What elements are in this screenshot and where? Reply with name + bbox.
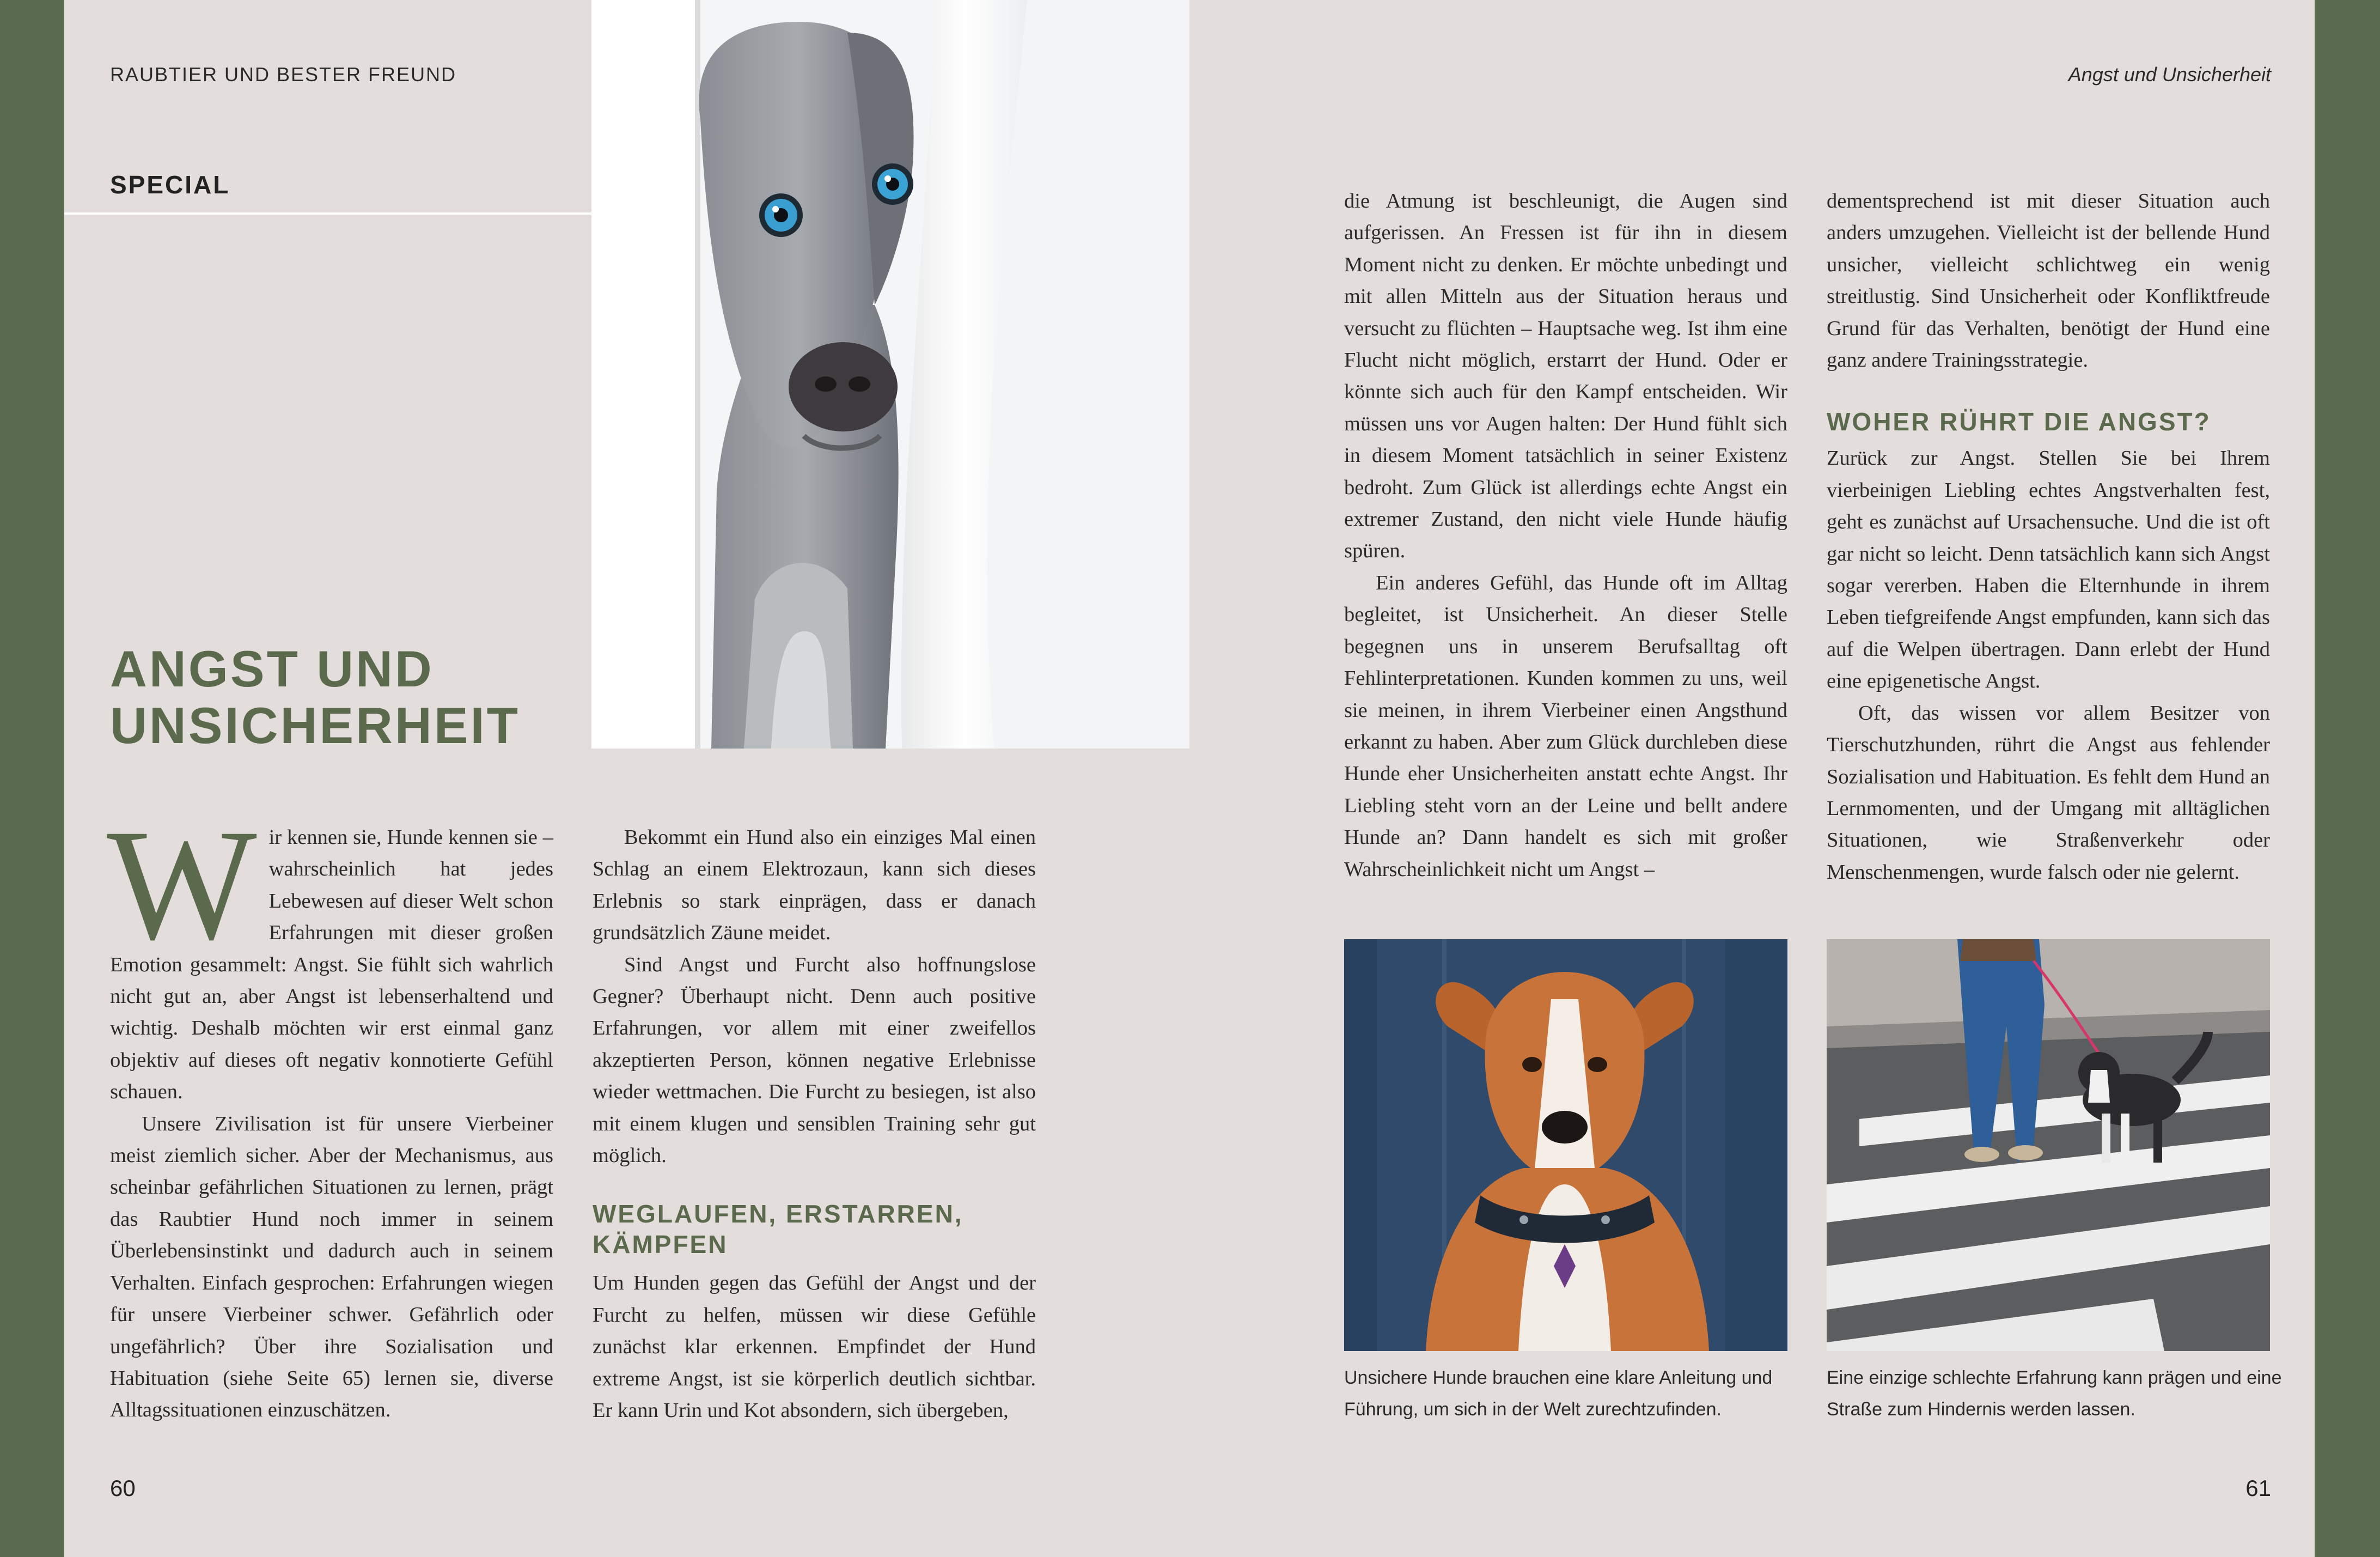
running-header-left: RAUBTIER UND BESTER FREUND [110, 63, 457, 86]
special-rule [64, 212, 591, 215]
paragraph: Unsere Zivilisation ist für unsere Vierbeiner meist ziemlich sicher. Aber der Mechanismus, aus scheinbar gefährlichen Situationen zu lernen, prägt das Raubtier Hund noch immer in seinem Überlebensinstinkt und dadurch auch in seinem Verhalten. Einfach gesprochen: Erfahrungen wiegen für unsere Vierbeiner schwer. Gefährlich oder ungefährlich? Über ihre Sozialisation und Habituation (siehe Seite 65) lernen sie, diverse Alltagssituationen einzuschätzen. [110, 1112, 553, 1422]
paragraph: Bekommt ein Hund also ein einziges Mal einen Schlag an einem Elektrozaun, kann sich dieses Erlebnis so stark einprägen, dass er danach grundsätzlich Zäune meidet. [593, 826, 1036, 945]
running-header-right: Angst und Unsicherheit [2068, 63, 2271, 86]
photo-podenco-dog [1344, 939, 1787, 1351]
photo-weimaraner-puppy [591, 0, 1189, 749]
paragraph: Sind Angst und Furcht also hoffnungslose Gegner? Überhaupt nicht. Denn auch positive Erfahrungen, vor allem mit einer zweifellos akzeptierten Person, können negative Erlebnisse wieder wettmachen. Die Furcht zu besiegen, ist also mit einem klugen und sensiblen Training sehr gut möglich. [593, 953, 1036, 1167]
subheading-weglaufen: WEGLAUFEN, ERSTARREN, KÄMPFEN [593, 1200, 963, 1259]
paragraph: Ein anderes Gefühl, das Hunde oft im Alltag begleitet, ist Unsicherheit. An dieser Stelle begegnen uns in unserem Berufsalltag oft Fehlinterpretationen. Kunden kommen zu uns, weil sie meinen, in ihrem Vierbeiner einen Angsthund erkannt zu haben. Aber zum Glück durchleben diese Hunde eher Unsicherheiten anstatt echte Angst. Ihr Liebling steht vorn an der Leine und bellt andere Hunde an? Dann handelt es sich mit großer Wahrscheinlichkeit nicht um Angst – [1344, 571, 1787, 881]
crosswalk-illustration [1827, 939, 2270, 1351]
caption-left: Unsichere Hunde brauchen eine klare Anleitung und Führung, um sich in der Welt zurechtzufinden. [1344, 1367, 1773, 1420]
paragraph: die Atmung ist beschleunigt, die Augen sind aufgerissen. An Fressen ist für ihn in diesem Moment nicht zu denken. Er möchte unbedingt und mit allen Mitteln aus der Situation heraus und versucht zu flüchten – Hauptsache weg. Ist ihm eine Flucht nicht möglich, erstarrt der Hund. Oder er könnte sich auch für den Kampf entscheiden. Wir müssen uns vor Augen halten: Der Hund fühlt sich in diesem Moment tatsächlich in seiner Existenz bedroht. Zum Glück ist allerdings echte Angst ein extremer Zustand, den nicht viele Hunde häufig spüren. [1344, 190, 1787, 563]
page-number-left: 60 [110, 1475, 136, 1501]
special-label: SPECIAL [110, 171, 230, 199]
caption-right: Eine einzige schlechte Erfahrung kann prägen und eine Straße zum Hindernis werden lassen. [1827, 1367, 2282, 1420]
title-line-1: ANGST UND [110, 640, 434, 697]
title-line-2: UNSICHERHEIT [110, 697, 521, 754]
text-column-3 [1344, 185, 1787, 885]
weimaraner-illustration [591, 0, 1189, 749]
text-column-4 [1827, 185, 2270, 888]
paragraph: Um Hunden gegen das Gefühl der Angst und der Furcht zu helfen, müssen wir diese Gefühle zunächst klar erkennen. Empfindet der Hund extreme Angst, ist sie körperlich deutlich sichtbar. Er kann Urin und Kot absondern, sich übergeben, [593, 1272, 1036, 1422]
paragraph: ir kennen sie, Hunde kennen sie – wahrscheinlich hat jedes Lebewesen auf dieser Welt schon Erfahrungen mit dieser großen Emotion gesammelt: Angst. Sie fühlt sich wahrlich nicht gut an, aber Angst ist lebenserhaltend und wichtig. Deshalb möchten wir erst einmal ganz objektiv auf dieses oft negativ konnotierte Gefühl schauen. [110, 826, 553, 1104]
page-number-right: 61 [2245, 1475, 2271, 1501]
article-title [110, 641, 589, 754]
magazine-spread [64, 0, 2315, 1557]
subheading-woher: WOHER RÜHRT DIE ANGST? [1827, 408, 2211, 436]
paragraph: Oft, das wissen vor allem Besitzer von Tierschutzhunden, rührt die Angst aus fehlender Sozialisation und Habituation. Es fehlt dem Hund an Lernmomenten, und der Umgang mit alltäglichen Situationen, wie Straßenverkehr oder Menschenmengen, wurde falsch oder nie gelernt. [1827, 701, 2270, 884]
paragraph: dementsprechend ist mit dieser Situation auch anders umzugehen. Vielleicht ist der bellende Hund unsicher, vielleicht schlichtweg ein wenig streitlustig. Sind Unsicherheit oder Konfliktfreude Grund für das Verhalten, benötigt der Hund eine ganz andere Trainingsstrategie. [1827, 190, 2270, 372]
text-column-1 [107, 797, 553, 1426]
paragraph: Zurück zur Angst. Stellen Sie bei Ihrem vierbeinigen Liebling echtes Angstverhalten fest, geht es zunächst auf Ursachensuche. Und die ist oft gar nicht so leicht. Denn tatsächlich kann sich Angst sogar vererben. Haben die Elternhunde in ihrem Leben tiefgreifende Angst empfunden, kann sich das auf die Welpen übertragen. Dann erlebt der Hund eine epigenetische Angst. [1827, 447, 2270, 693]
drop-cap: W [107, 797, 257, 973]
text-column-2 [593, 822, 1036, 1427]
podenco-illustration [1344, 939, 1787, 1351]
photo-crosswalk-dog [1827, 939, 2270, 1351]
